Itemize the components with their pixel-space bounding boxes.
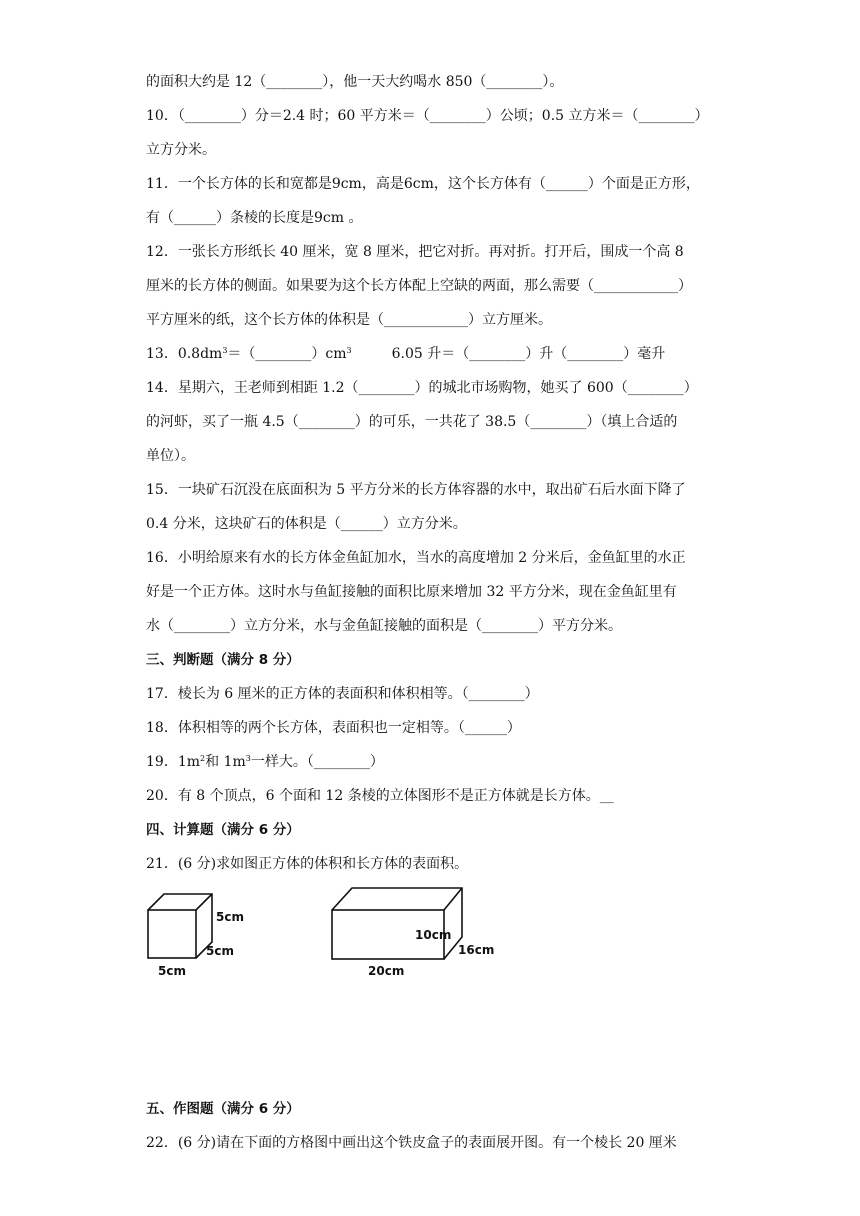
q19-part-c: 一样大。（________） [250,754,384,770]
q19-sup2: 3 [245,754,251,763]
question-14-cont1: 的河虾，买了一瓶 4.5（________）的可乐，一共花了 38.5（________）（填上合适的 [146,414,678,430]
section-3-heading: 三、判断题（满分 8 分） [146,652,300,668]
question-18: 18．体积相等的两个长方体，表面积也一定相等。（______） [146,720,521,736]
question-16-cont1: 好是一个正方体。这时水与鱼缸接触的面积比原来增加 32 平方分米，现在金鱼缸里有 [146,584,677,600]
question-17: 17．棱长为 6 厘米的正方体的表面积和体积相等。（________） [146,686,539,702]
question-20: 20．有 8 个顶点，6 个面和 12 条棱的立体图形不是正方体就是长方体。__ [146,788,614,804]
text-line-9-cont: 的面积大约是 12（________），他一天大约喝水 850（________）。 [146,74,564,90]
q13-part-b: ＝（________）cm [227,346,347,362]
question-21: 21．(6 分)求如图正方体的体积和长方体的表面积。 [146,856,469,872]
cuboid-depth-label: 16cm [458,943,495,957]
q13-sup1: 3 [222,346,228,355]
section-5-heading: 五、作图题（满分 6 分） [146,1101,300,1117]
question-10: 10．（________）分＝2.4 时；60 平方米＝（________）公顷；0.5 立方米＝（________） [146,108,709,124]
question-11-cont: 有（______）条棱的长度是9cm 。 [146,210,363,226]
q13-sup2: 3 [346,346,352,355]
q19-sup1: 2 [200,754,206,763]
cuboid-height-label: 10cm [415,928,452,942]
question-16-cont2: 水（________）立方分米，水与金鱼缸接触的面积是（________）平方分米。 [146,618,622,634]
cube-width-label: 5cm [158,964,186,978]
q13-part-c: 6.05 升＝（________）升（________）毫升 [391,346,666,362]
section-4-heading: 四、计算题（满分 6 分） [146,822,300,838]
cube-cuboid-figure [140,880,510,985]
question-12-cont1: 厘米的长方体的侧面。如果要为这个长方体配上空缺的两面，那么需要（____________） [146,278,692,294]
question-11: 11．一个长方体的长和宽都是9cm，高是6cm，这个长方体有（______）个面是正方形， [146,176,700,192]
question-14-cont2: 单位）。 [146,448,195,464]
cube-drawing [148,894,212,958]
question-10-cont: 立方分米。 [146,142,216,158]
question-16: 16．小明给原来有水的长方体金鱼缸加水，当水的高度增加 2 分米后，金鱼缸里的水正 [146,550,686,566]
q19-part-a: 19．1m [146,754,200,770]
q19-part-b: 和 1m [205,754,246,770]
cube-depth-label: 5cm [206,944,234,958]
cube-height-label: 5cm [216,910,244,924]
cuboid-width-label: 20cm [368,964,405,978]
question-15-cont: 0.4 分米，这块矿石的体积是（______）立方分米。 [146,516,467,532]
question-22: 22．(6 分)请在下面的方格图中画出这个铁皮盒子的表面展开图。有一个棱长 20 厘米 [146,1135,677,1151]
question-14: 14．星期六，王老师到相距 1.2（________）的城北市场购物，她买了 600（________） [146,380,698,396]
question-15: 15．一块矿石沉没在底面积为 5 平方分米的长方体容器的水中，取出矿石后水面下降了 [146,482,686,498]
cuboid-drawing [332,888,462,959]
question-19 [146,753,384,771]
question-12: 12．一张长方形纸长 40 厘米，宽 8 厘米，把它对折。再对折。打开后，围成一个高 8 [146,244,684,260]
question-12-cont2: 平方厘米的纸，这个长方体的体积是（____________）立方厘米。 [146,312,552,328]
q13-part-a: 13．0.8dm [146,346,223,362]
question-13 [146,345,665,363]
